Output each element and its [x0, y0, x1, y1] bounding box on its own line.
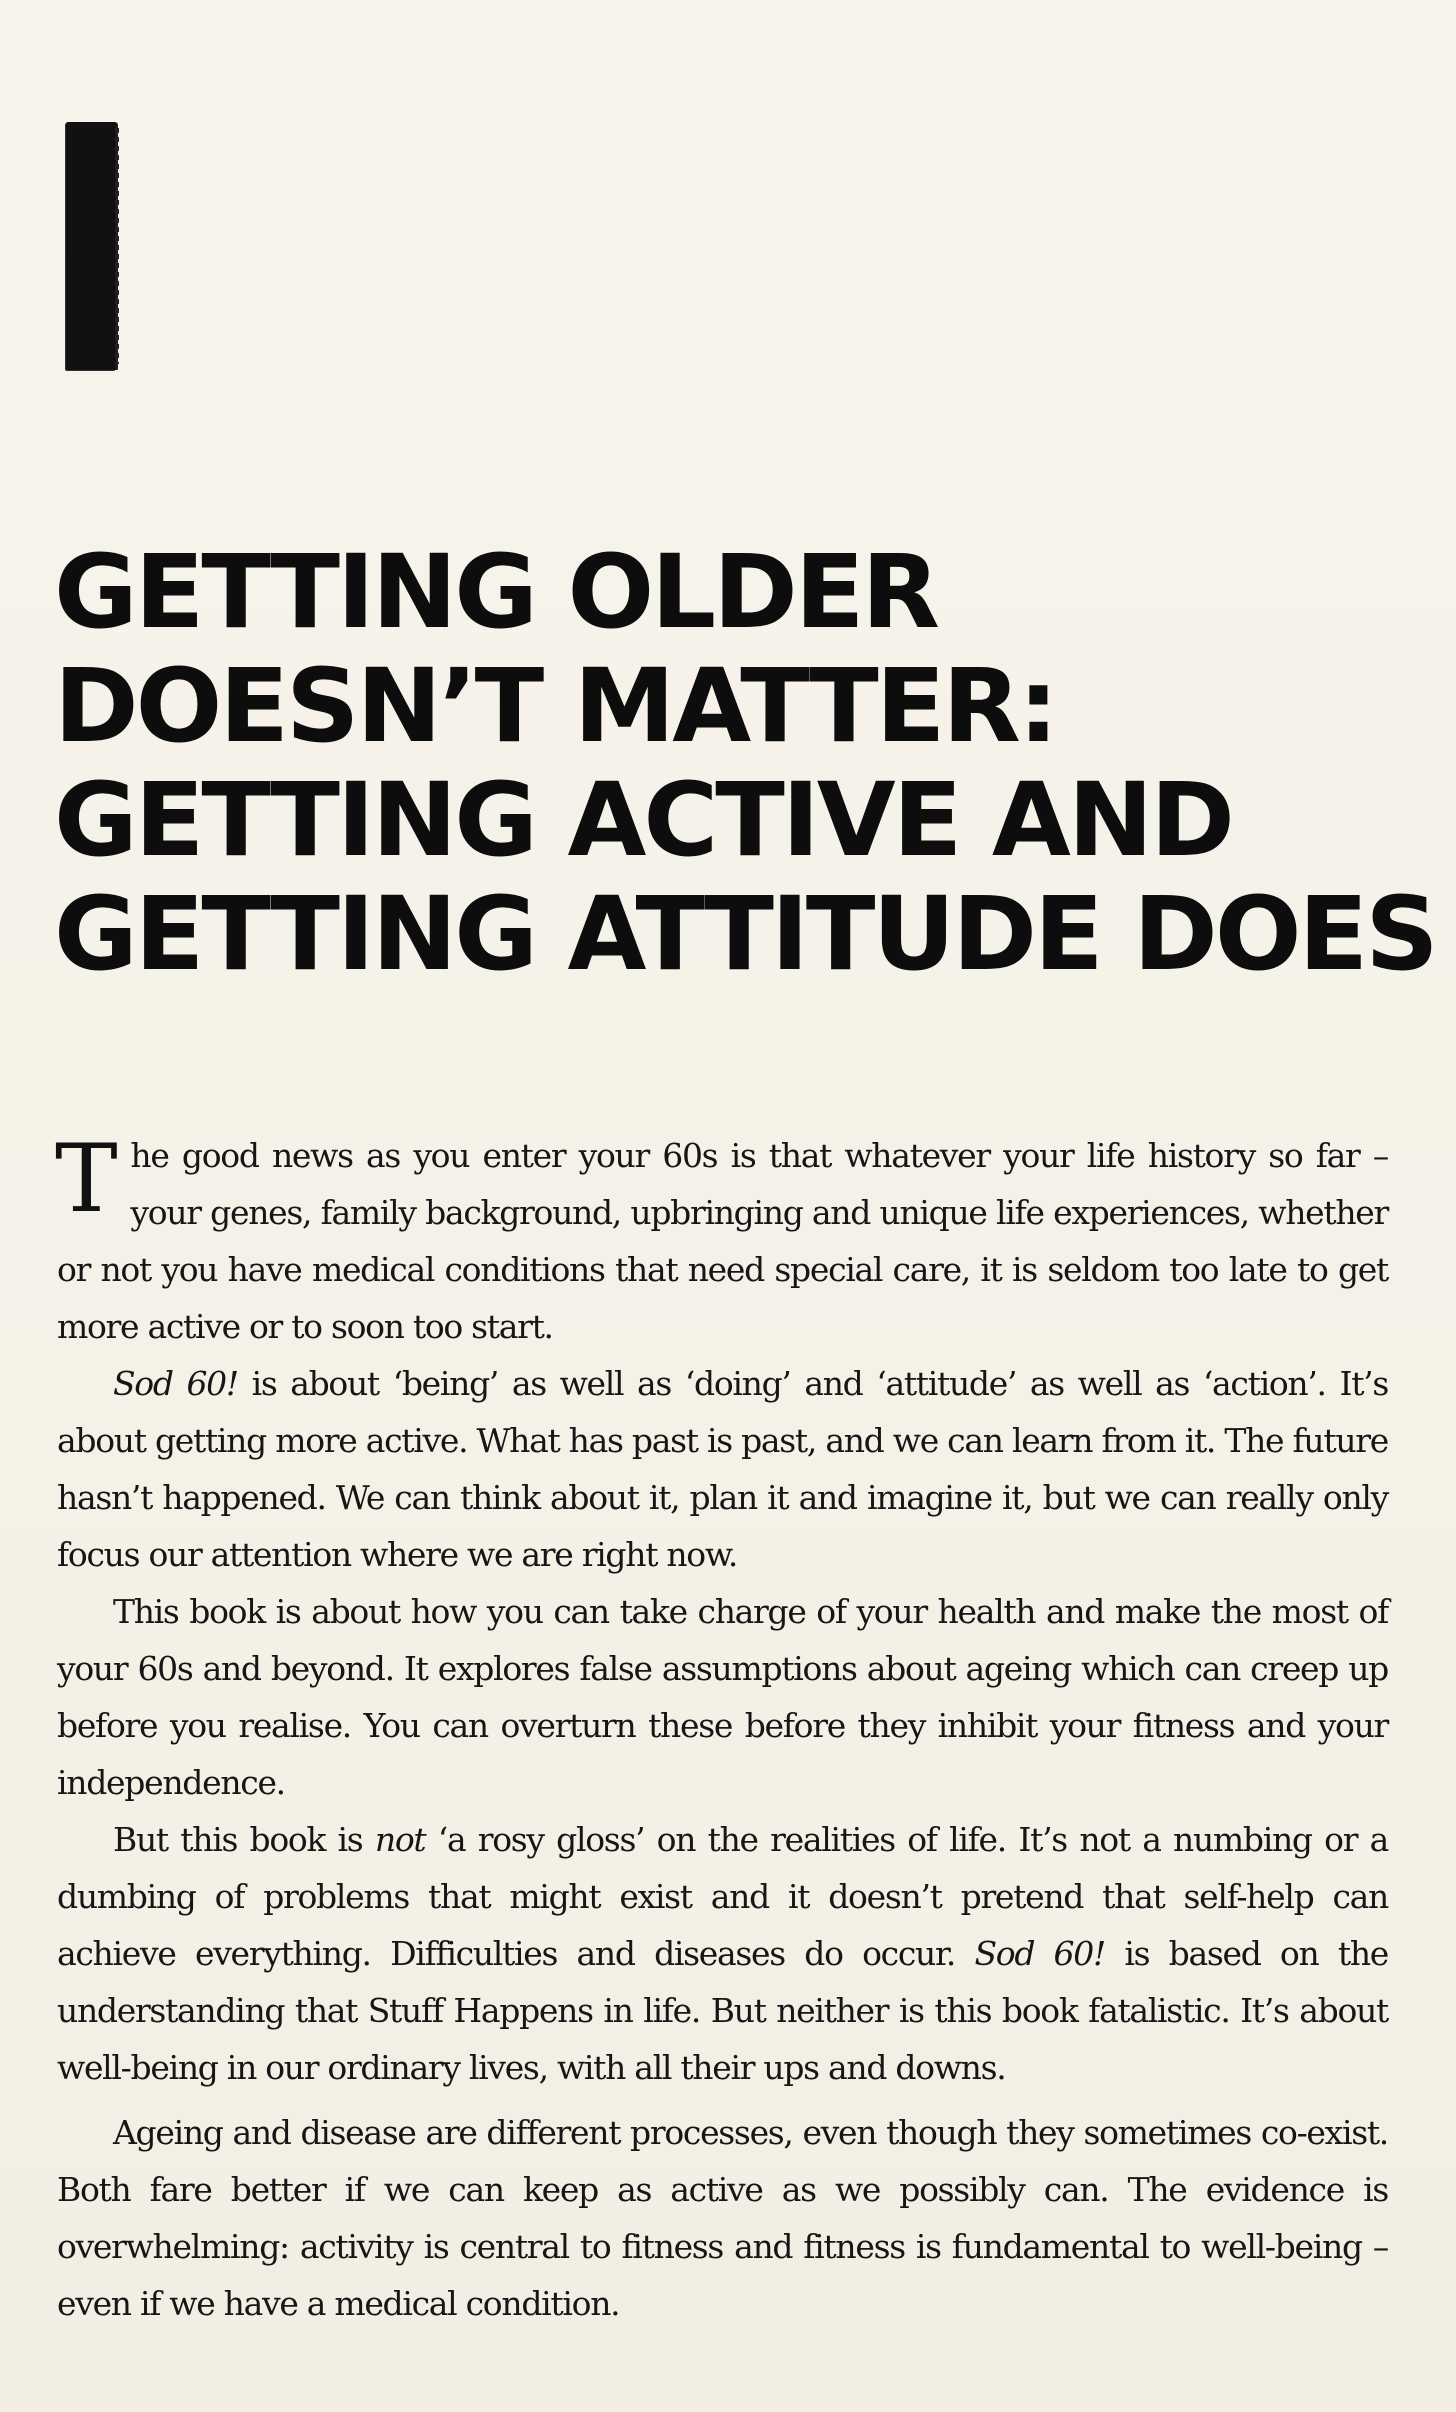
paragraph-text: Ageing and disease are different processes, even though they sometimes co-exist. Both fare better if we can keep as active as we possibly can. The evidence is overwhelming: activity is central to fitness and fitness is fundamental to well-being – even if we have a medical condition. [57, 2113, 1388, 2323]
paragraph-text: But this book is [113, 1820, 375, 1859]
paragraph-5 [57, 2104, 1388, 2332]
paragraph-2 [57, 1355, 1388, 1583]
paragraph-3 [57, 1583, 1388, 1811]
paragraph-text: This book is about how you can take charge of your health and make the most of your 60s and beyond. It explores false assumptions about ageing which can creep up before you realise. You can overturn these before they inhibit your fitness and your independence. [57, 1592, 1388, 1802]
chapter-title-line: GETTING ATTITUDE DOES [54, 875, 1436, 994]
book-title-italic: Sod 60! [113, 1364, 238, 1403]
chapter-title [54, 533, 1436, 994]
book-title-italic: Sod 60! [974, 1934, 1105, 1973]
chapter-marker-bar [66, 122, 116, 370]
paragraph-text: is based on the understanding that Stuff Happens in life. But neither is this book fatalistic. It’s about well-being in our ordinary lives, with all their ups and downs. [57, 1934, 1389, 2087]
paragraph-4 [57, 1811, 1388, 2096]
paragraph-text: is about ‘being’ as well as ‘doing’ and ‘attitude’ as well as ‘action’. It’s about getting more active. What has past is past, and we can learn from it. The future hasn’t happened. We can think about it, plan it and imagine it, but we can really only focus our attention where we are right now. [57, 1364, 1388, 1574]
chapter-title-line: DOESN’T MATTER: [54, 647, 1056, 766]
paragraph-text: he good news as you enter your 60s is that whatever your life history so far – your genes, family background, upbringing and unique life experiences, whether or not you have medical conditions that need special care, it is seldom too late to get more active or to soon too start. [57, 1136, 1388, 1346]
chapter-title-line: GETTING ACTIVE AND [54, 761, 1232, 880]
emphasis-italic: not [374, 1820, 426, 1859]
chapter-title-line: GETTING OLDER [54, 533, 938, 652]
drop-cap: T [55, 1125, 117, 1234]
paragraph-text: ‘a rosy gloss’ on the realities of life. It’s not a numbing or a dumbing of problems that might exist and it doesn’t pretend that self-help can achieve everything. Difficulties and diseases do occur. [57, 1820, 1388, 1973]
paragraph-1 [57, 1127, 1388, 1355]
body-text [57, 1127, 1388, 2332]
